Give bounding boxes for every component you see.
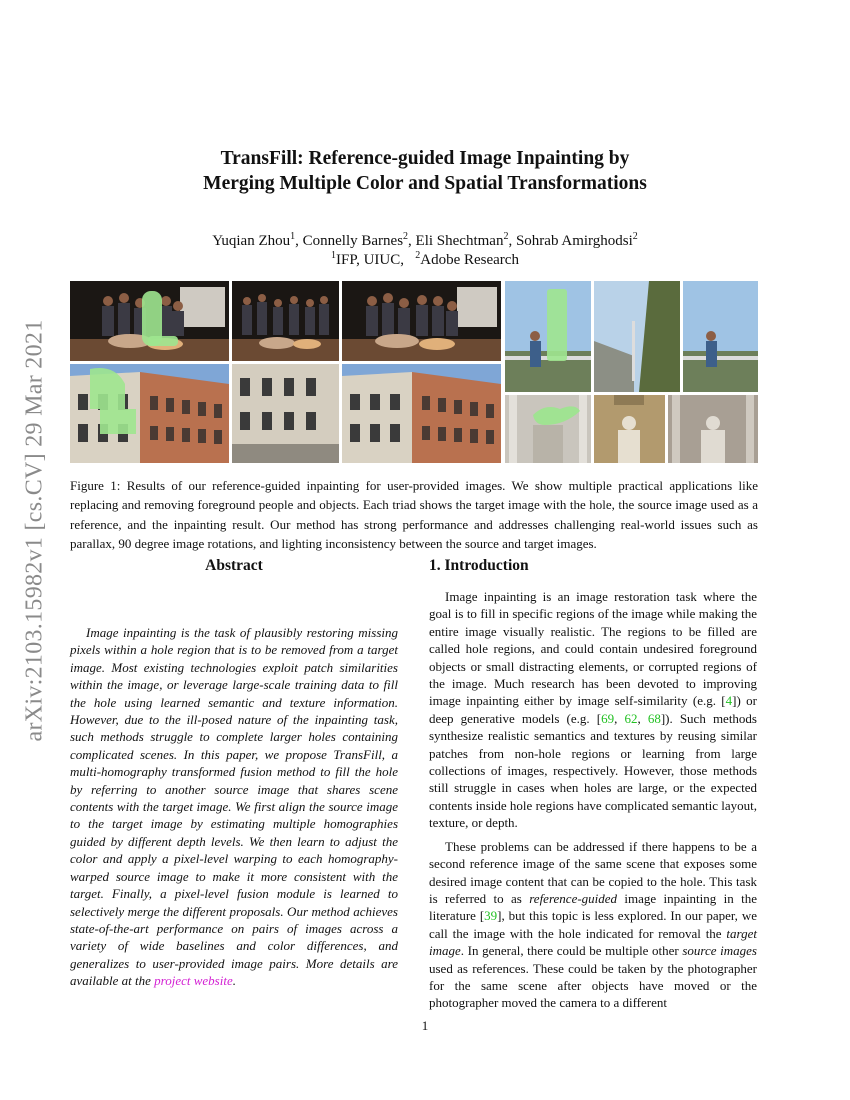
affiliation-list: $^1$IFP, UIUC, $^2$Adobe Research <box>331 250 519 268</box>
figure-caption: Figure 1: Results of our reference-guided inpainting for user-provided images. We show multiple practical applications like replacing and removing foreground people and objects. Each triad shows the target image with the hole, the source image used as a reference, and the inpainting result. Our method has strong performance and addresses challenging real-world issues such as parallax, 90 degree image rotations, and lighting inconsistency between the source and target images. <box>70 478 758 551</box>
citation-link[interactable]: 69 <box>601 710 615 726</box>
abstract-body: Image inpainting is the task of plausibly restoring missing pixels within a hole region that is to be removed from a target image. Most existing technologies exploit patch similarities within the image, or leverage large-scale training data to fill the hole using learned semantic and texture information. However, due to the ill-posed nature of the inpainting task, such methods struggle to complete larger holes containing complicated scenes. In this paper, we propose TransFill, a multi-homography transformed fusion method to fill the hole by referring to another source image that shares scene contents with the target image. We first align the source image to the target image by estimating multiple homographies guided by different depth levels. We then learn to adjust the color and apply a pixel-level warping to each homography-warped source image to make it more consistent with the target. Finally, a pixel-level fusion module is learned to selectively merge the different proposals. Our method achieves state-of-the-art performance on pairs of images across a variety of wide baselines and color differences, and generalizes to user-provided image pairs. More details are available at the project website. <box>70 625 398 989</box>
citation-link[interactable]: 68 <box>647 710 661 726</box>
affiliation: Adobe Research <box>420 252 519 268</box>
image-building-target-hole <box>70 364 229 463</box>
image-lincoln-target-hole <box>505 395 591 463</box>
image-group-target-hole <box>70 281 229 361</box>
image-lincoln-result <box>668 395 758 463</box>
image-building-result <box>342 364 501 463</box>
image-signpost-target-hole <box>505 281 591 392</box>
arxiv-stamp <box>10 290 60 770</box>
image-building-source <box>232 364 339 463</box>
figure-1 <box>70 281 758 463</box>
author-affiliation: 2 <box>403 231 409 242</box>
intro-paragraph-1: Image inpainting is an image restoration task where the goal is to fill in specific regions of the image while making the entire image visually realistic. The regions to be filled are called hole regions, and could contain undesired foreground objects or small distracting elements, or corrupted regions of the image. Much research has been devoted to improving image inpainting either by image self-similarity (e.g. [4]) or deep generative models (e.g. [69, 62, 68]). Such methods synthesize realistic semantics and textures by reusing similar patches from non-hole regions or learning from large collections of images, respectively. However, those methods still struggle in cases when holes are large, or the expected contents inside hole regions have complicated semantic layout, texture, or depth. <box>429 589 757 831</box>
author-name: Sohrab Amirghodsi <box>515 233 633 249</box>
image-person-result <box>683 281 758 392</box>
abstract-heading: Abstract <box>205 557 263 574</box>
author-name: Eli Shechtman <box>415 233 504 249</box>
image-group-result <box>342 281 501 361</box>
page-number: 1 <box>421 1018 429 1033</box>
image-lincoln-source <box>594 395 665 463</box>
author-affiliation: 1 <box>290 231 296 242</box>
image-group-source <box>232 281 339 361</box>
introduction-heading: 1. Introduction <box>429 557 529 574</box>
abstract-text: Image inpainting is the task of plausibly restoring missing pixels within a hole region that is to be removed from a target image. Most existing technologies exploit patch similarities within the image, or leverage large-scale training data to fill the hole using learned semantic and texture information. However, due to the ill-posed nature of the inpainting task, such methods struggle to complete larger holes containing complicated scenes. In this paper, we propose TransFill, a multi-homography transformed fusion method to fill the hole by referring to another source image that shares scene contents with the target image. We first align the source image to the target image by estimating multiple homographies guided by different depth levels. We then learn to adjust the color and apply a pixel-level warping to each homography-warped source image to make it more consistent with the target. Finally, a pixel-level fusion module is learned to selectively merge the different proposals. Our method achieves state-of-the-art performance on pairs of images across a variety of wide baselines and color differences, and generalizes to user-provided image pairs. More details are available at the <box>70 625 398 989</box>
author-list: Yuqian Zhou$^1$, Connelly Barnes$^2$, Eli Shechtman$^2$, Sohrab Amirghodsi$^2$ <box>212 231 638 249</box>
introduction-body <box>429 588 757 1018</box>
paper-title-line-2: Merging Multiple Color and Spatial Transformations <box>203 173 647 194</box>
author-affiliation: 2 <box>503 231 509 242</box>
citation-link[interactable]: 62 <box>624 710 638 726</box>
author-affiliation: 2 <box>632 231 638 242</box>
project-website-link[interactable]: project website <box>154 973 233 989</box>
citation-link[interactable]: 39 <box>484 908 498 924</box>
image-rotated-source <box>594 281 680 392</box>
intro-paragraph-2: These problems can be addressed if there happens to be a second reference image of the same scene that exposes some desired image content that can be copied to the hole. This task is referred to as reference-guided image inpainting in the literature [39], but this topic is less explored. In our paper, we call the image with the hole indicated for removal the target image. In general, there could be multiple other source images used as references. These could be taken by the photographer for the same scene after objects have moved or the photographer moved the camera to a different <box>429 838 757 1011</box>
paper-title-line-1: TransFill: Reference-guided Image Inpainting by <box>220 148 630 169</box>
arxiv-stamp-text: arXiv:2103.15982v1 [cs.CV] 29 Mar 2021 <box>21 318 48 742</box>
affiliation: IFP, UIUC, <box>336 252 404 268</box>
author-name: Connelly Barnes <box>302 233 404 249</box>
author-name: Yuqian Zhou <box>212 233 291 249</box>
citation-link[interactable]: 4 <box>725 693 733 709</box>
